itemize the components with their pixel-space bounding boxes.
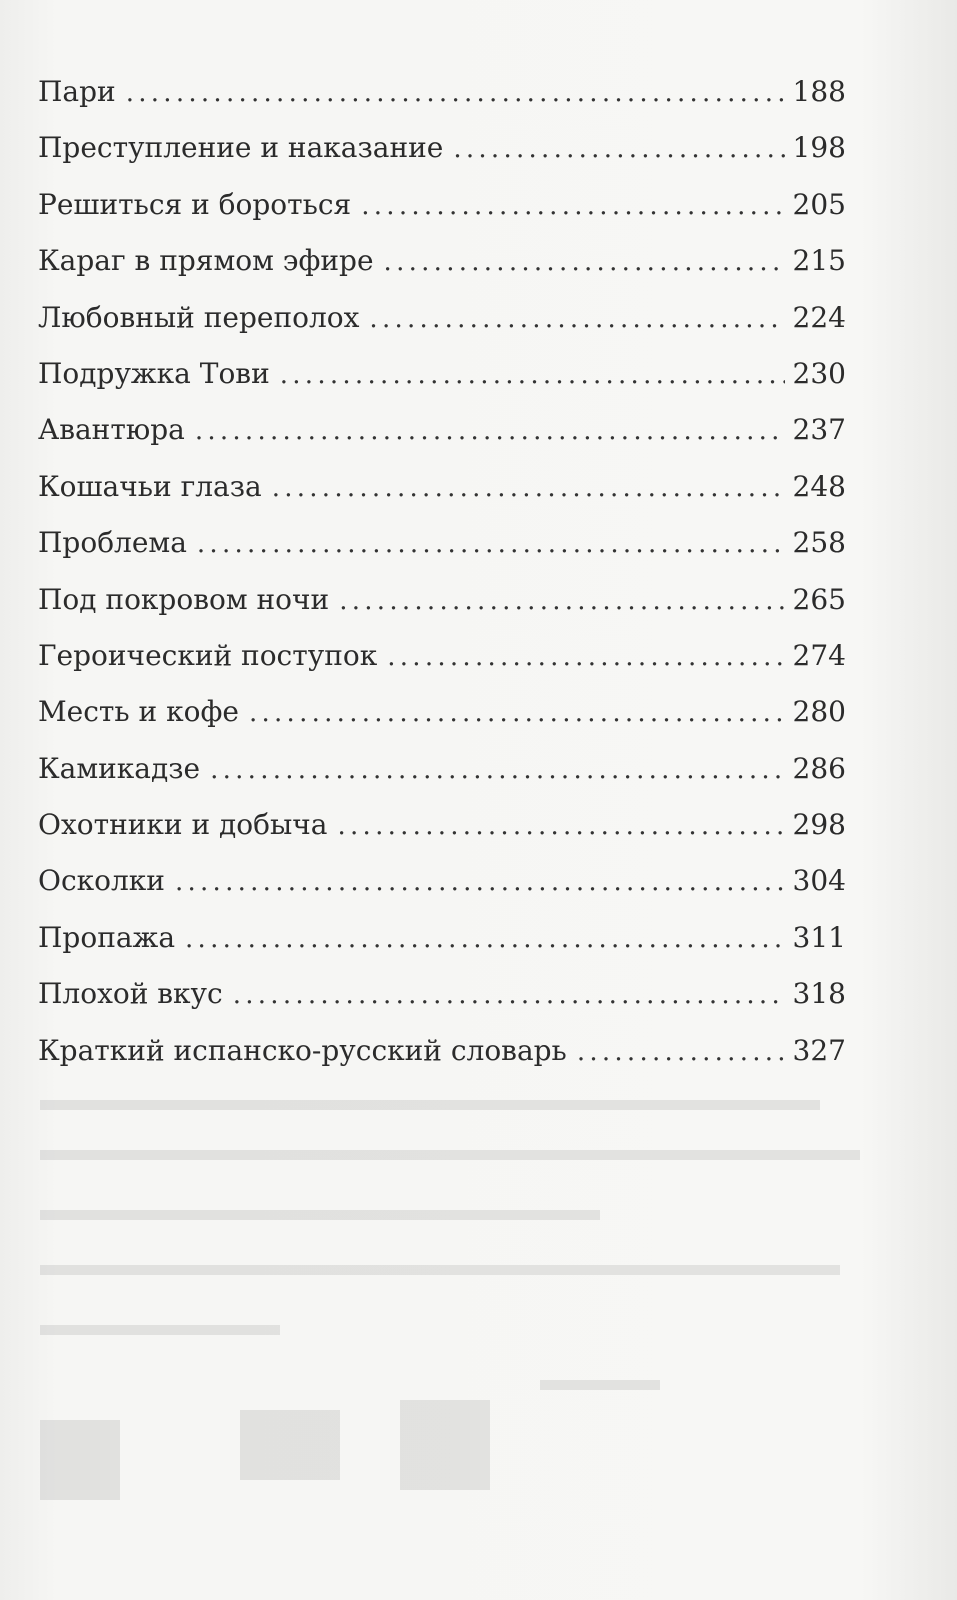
toc-entry-title: Кошачьи глаза [38,469,262,503]
toc-entry [38,515,846,571]
dot-leader [175,854,785,910]
toc-entry-title: Любовный переполох [38,300,360,334]
toc-entry-page-number: 258 [792,526,846,560]
dot-leader [272,460,785,516]
toc-entry-page-number: 215 [792,244,846,278]
toc-entry-page-number: 304 [792,864,846,898]
toc-entry [38,628,846,684]
toc-entry [38,177,846,233]
toc-entry [38,233,846,289]
show-through-shadow [40,1080,870,1520]
toc-entry-title: Месть и кофе [38,695,239,729]
dot-leader [185,911,785,967]
dot-leader [384,234,785,290]
toc-entry-title: Авантюра [38,413,185,447]
toc-entry-title: Осколки [38,864,165,898]
toc-entry [38,402,846,458]
toc-entry [38,1023,846,1079]
toc-entry-page-number: 205 [792,187,846,221]
toc-entry [38,910,846,966]
table-of-contents [38,64,846,1079]
toc-entry-title: Под покровом ночи [38,582,330,616]
toc-entry-page-number: 198 [792,131,846,165]
toc-entry [38,346,846,402]
dot-leader [361,178,784,234]
toc-entry-page-number: 286 [792,751,846,785]
toc-entry [38,64,846,120]
toc-entry-title: Плохой вкус [38,977,223,1011]
toc-entry-page-number: 230 [792,356,846,390]
dot-leader [369,291,784,347]
toc-entry-title: Камикадзе [38,751,201,785]
toc-entry [38,741,846,797]
toc-entry-title: Преступление и наказание [38,131,444,165]
dot-leader [339,573,784,629]
toc-entry-title: Подружка Тови [38,356,270,390]
dot-leader [249,685,785,741]
toc-entry-page-number: 265 [792,582,846,616]
toc-entry [38,290,846,346]
dot-leader [577,1024,785,1080]
toc-entry [38,797,846,853]
dot-leader [210,742,784,798]
toc-entry-title: Проблема [38,526,187,560]
toc-entry-page-number: 237 [792,413,846,447]
toc-entry [38,853,846,909]
toc-entry-page-number: 274 [792,638,846,672]
toc-entry-title: Пропажа [38,920,176,954]
toc-entry-page-number: 318 [792,977,846,1011]
toc-entry [38,684,846,740]
toc-entry-title: Краткий испанско-русский словарь [38,1033,567,1067]
dot-leader [195,403,785,459]
toc-entry [38,120,846,176]
toc-entry-page-number: 327 [792,1033,846,1067]
toc-entry-title: Охотники и добыча [38,808,328,842]
toc-entry [38,459,846,515]
dot-leader [233,967,785,1023]
toc-entry-page-number: 280 [792,695,846,729]
toc-entry-page-number: 224 [792,300,846,334]
toc-entry [38,572,846,628]
toc-entry-title: Решиться и бороться [38,187,352,221]
dot-leader [387,629,784,685]
toc-entry-page-number: 248 [792,469,846,503]
toc-entry-page-number: 298 [792,808,846,842]
toc-entry [38,966,846,1022]
toc-entry-page-number: 311 [792,920,846,954]
dot-leader [197,516,785,572]
toc-entry-title: Караг в прямом эфире [38,244,374,278]
toc-entry-title: Пари [38,75,116,108]
dot-leader [453,121,784,177]
dot-leader [338,798,785,854]
dot-leader [126,65,785,121]
dot-leader [280,347,785,403]
toc-entry-title: Героический поступок [38,638,378,672]
toc-entry-page-number: 188 [792,75,846,108]
